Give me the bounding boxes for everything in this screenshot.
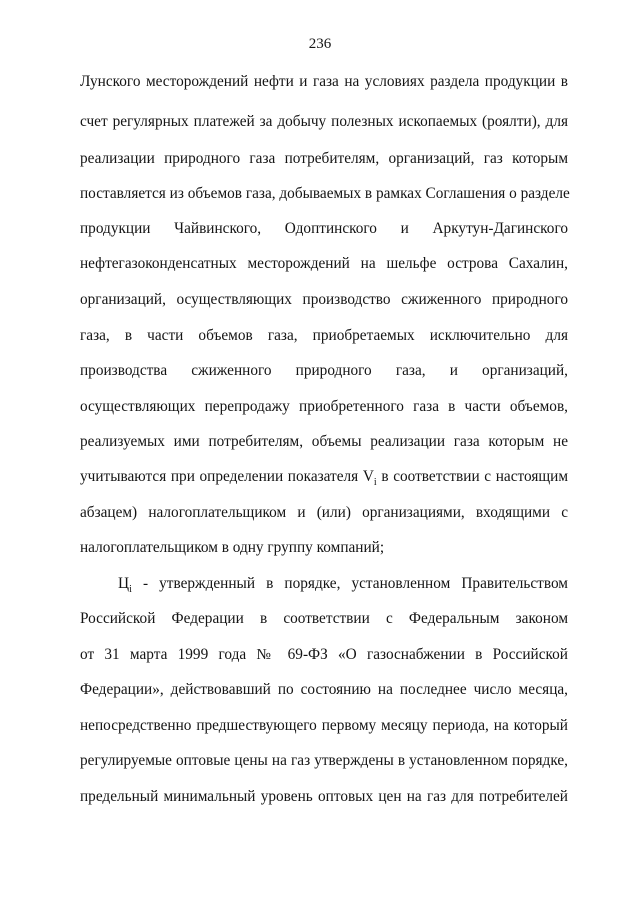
text-line: налогоплательщиком в одну группу компаний; xyxy=(80,539,385,556)
text-line: предельный минимальный уровень оптовых цен на газ для потребителей xyxy=(80,788,568,805)
text-line: газа, в части объемов газа, приобретаемых исключительно для xyxy=(80,327,568,344)
text-line: поставляется из объемов газа, добываемых в рамках Соглашения о разделе xyxy=(80,185,570,202)
text-line: непосредственно предшествующего первому месяцу периода, на который xyxy=(80,717,568,734)
text-line: организаций, осуществляющих производство сжиженного природного xyxy=(80,291,568,308)
vi-symbol: V xyxy=(362,468,374,485)
text-line: регулируемые оптовые цены на газ утверждены в установленном порядке, xyxy=(80,752,568,769)
text-line: реализации природного газа потребителям, организаций, газ которым xyxy=(80,150,568,167)
text-line: от 31 марта 1999 года № 69-ФЗ «О газоснабжении в Российской xyxy=(80,646,568,663)
text-line-with-vi xyxy=(80,467,568,487)
vi-subscript: i xyxy=(373,477,377,489)
text-line: Федерации», действовавший по состоянию на последнее число месяца, xyxy=(80,681,568,698)
ci-symbol: Ц xyxy=(118,575,130,592)
text-line: Лунского месторождений нефти и газа на условиях раздела продукции в xyxy=(80,73,568,90)
text-segment: в соответствии с настоящим xyxy=(376,468,569,485)
text-line: абзацем) налогоплательщиком и (или) организациями, входящими с xyxy=(80,504,568,521)
text-line: нефтегазоконденсатных месторождений на шельфе острова Сахалин, xyxy=(80,255,568,272)
text-line: счет регулярных платежей за добычу полезных ископаемых (роялти), для xyxy=(80,113,568,130)
text-line: Российской Федерации в соответствии с Федеральным законом xyxy=(80,610,568,627)
ci-definition-line xyxy=(118,574,568,594)
text-line: осуществляющих перепродажу приобретенного газа в части объемов, xyxy=(80,398,568,415)
page-number: 236 xyxy=(308,36,332,52)
text-segment: - утвержденный в порядке, установленном Правительством xyxy=(131,575,568,592)
text-segment: учитываются при определении показателя xyxy=(80,468,363,485)
text-line: производства сжиженного природного газа, и организаций, xyxy=(80,362,568,379)
text-line: реализуемых ими потребителям, объемы реализации газа которым не xyxy=(80,433,568,450)
text-line: продукции Чайвинского, Одоптинского и Аркутун-Дагинского xyxy=(80,220,568,237)
ci-subscript: i xyxy=(129,584,132,596)
